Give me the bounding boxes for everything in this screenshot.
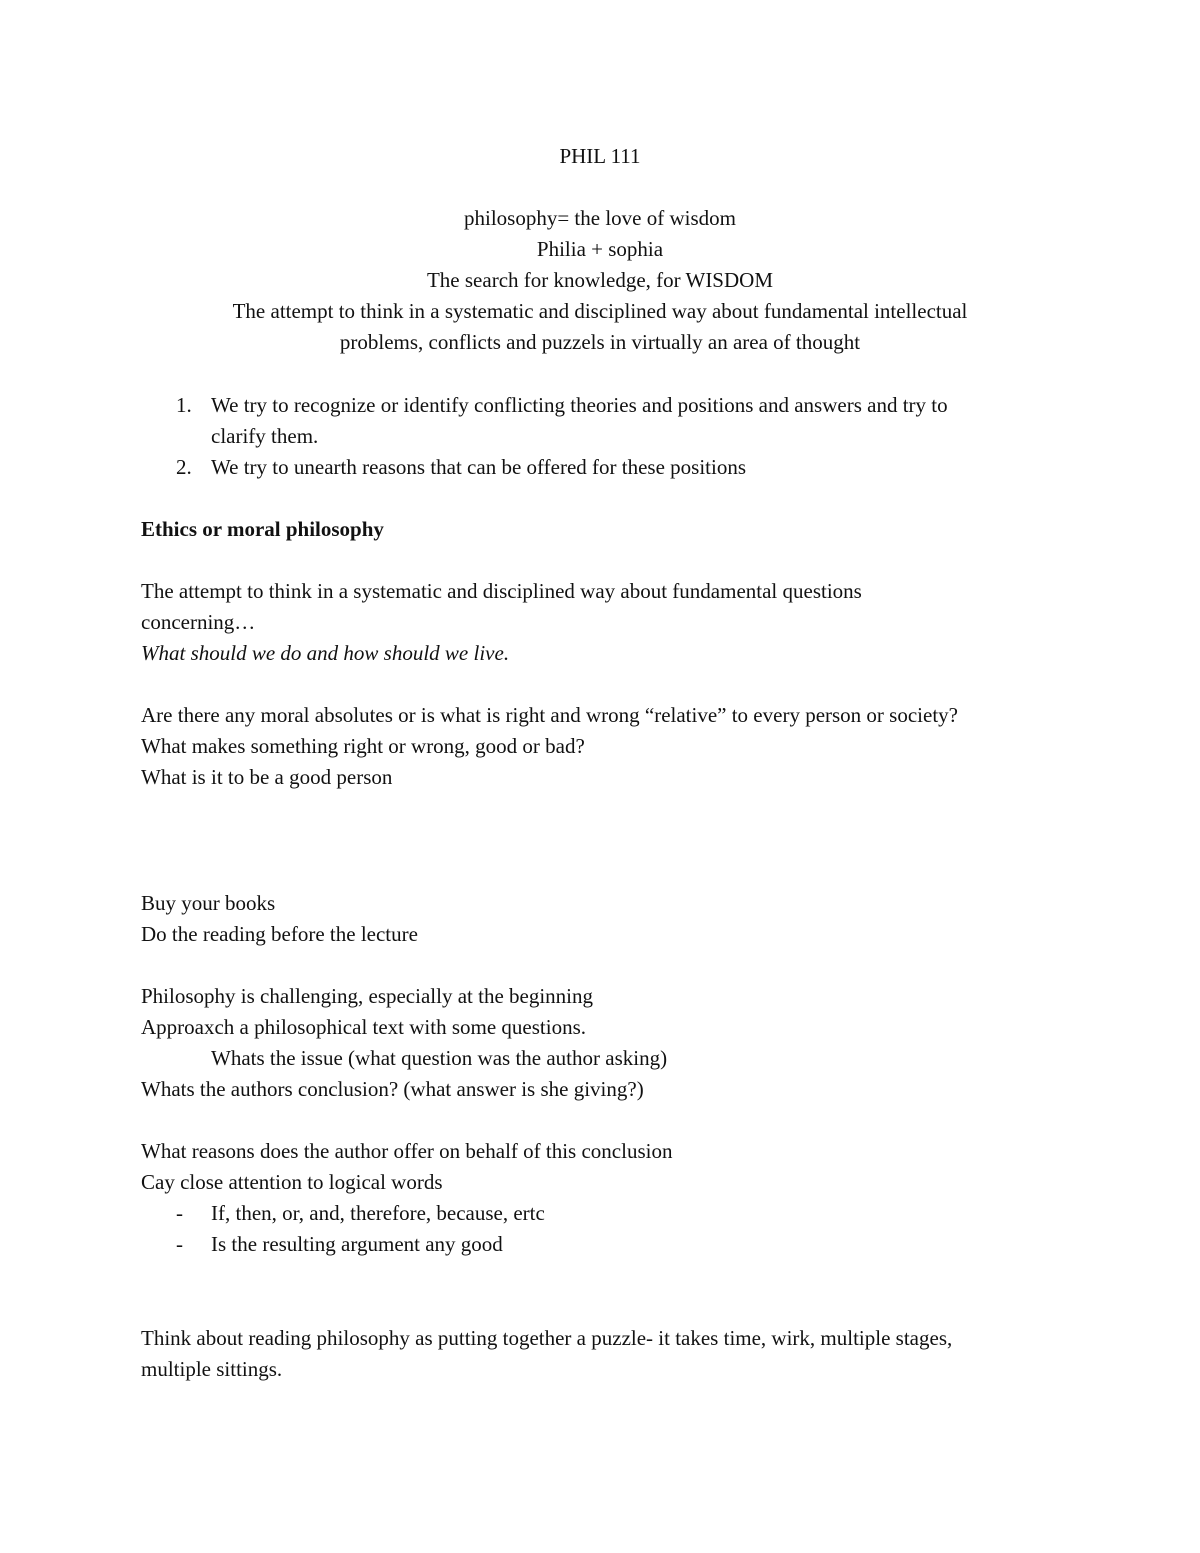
list-item-text: We try to unearth reasons that can be offered for these positions	[211, 455, 746, 479]
list-marker: 2.	[176, 455, 192, 479]
advice-puzzle-line-1: Think about reading philosophy as putting together a puzzle- it takes time, wirk, multiple stages,	[141, 1326, 953, 1350]
ethics-question-absolutes: Are there any moral absolutes or is what is right and wrong “relative” to every person or society?	[141, 703, 958, 727]
advice-do-reading: Do the reading before the lecture	[141, 922, 418, 946]
ethics-attempt-line-1: The attempt to think in a systematic and disciplined way about fundamental questions	[141, 579, 862, 603]
ethics-question-right-wrong: What makes something right or wrong, good or bad?	[141, 734, 585, 758]
advice-attention: Cay close attention to logical words	[141, 1170, 443, 1194]
bullet-marker: -	[176, 1232, 183, 1256]
ethics-question-good-person: What is it to be a good person	[141, 765, 393, 789]
ethics-attempt-line-2: concerning…	[141, 610, 256, 634]
attempt-line-2: problems, conflicts and puzzels in virtually an area of thought	[339, 330, 861, 354]
section-heading-ethics: Ethics or moral philosophy	[141, 517, 384, 541]
advice-reasons: What reasons does the author offer on behalf of this conclusion	[141, 1139, 673, 1163]
advice-buy-books: Buy your books	[141, 891, 276, 915]
etymology-line: Philia + sophia	[536, 237, 664, 261]
bullet-marker: -	[176, 1201, 183, 1225]
list-item-text-continued: clarify them.	[211, 424, 319, 448]
advice-challenging: Philosophy is challenging, especially at the beginning	[141, 984, 594, 1008]
course-title: PHIL 111	[559, 144, 641, 168]
list-marker: 1.	[176, 393, 192, 417]
bullet-text: If, then, or, and, therefore, because, ertc	[211, 1201, 545, 1225]
ethics-central-question: What should we do and how should we live.	[141, 641, 510, 665]
attempt-line-1: The attempt to think in a systematic and disciplined way about fundamental intellectual	[232, 299, 968, 323]
advice-issue: Whats the issue (what question was the author asking)	[211, 1046, 668, 1070]
advice-approach: Approaxch a philosophical text with some questions.	[141, 1015, 587, 1039]
advice-puzzle-line-2: multiple sittings.	[141, 1357, 283, 1381]
search-line: The search for knowledge, for WISDOM	[426, 268, 773, 292]
bullet-text: Is the resulting argument any good	[211, 1232, 503, 1256]
advice-conclusion: Whats the authors conclusion? (what answer is she giving?)	[141, 1077, 644, 1101]
philosophy-definition: philosophy= the love of wisdom	[464, 206, 736, 230]
list-item-text: We try to recognize or identify conflicting theories and positions and answers and try to	[211, 393, 948, 417]
